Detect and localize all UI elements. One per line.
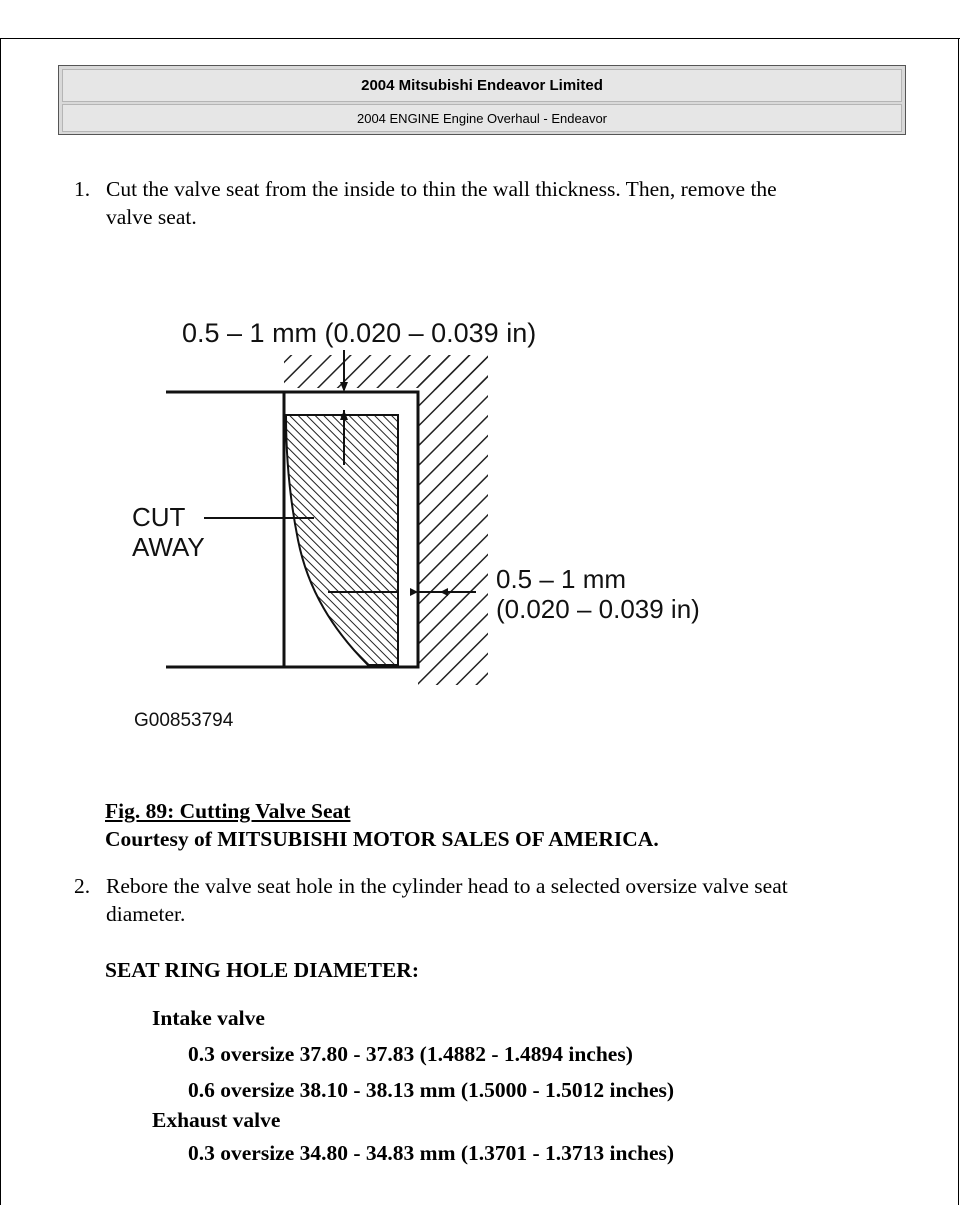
head-hatch-right bbox=[418, 355, 488, 685]
figure-caption: Fig. 89: Cutting Valve Seat bbox=[105, 799, 351, 823]
spec-heading: SEAT RING HOLE DIAMETER: bbox=[105, 958, 419, 982]
step-2-number: 2. bbox=[74, 874, 91, 898]
spec-intake-value-1: 0.3 oversize 37.80 - 37.83 (1.4882 - 1.4894 inches) bbox=[188, 1042, 633, 1066]
header-subtitle: 2004 ENGINE Engine Overhaul - Endeavor bbox=[62, 104, 902, 132]
page-frame-left bbox=[0, 38, 1, 1205]
header-title: 2004 Mitsubishi Endeavor Limited bbox=[62, 69, 902, 102]
spec-intake-value-2: 0.6 oversize 38.10 - 38.13 mm (1.5000 - 1.5012 inches) bbox=[188, 1078, 675, 1102]
step-2-text-line1: Rebore the valve seat hole in the cylinder head to a selected oversize valve seat bbox=[106, 874, 788, 898]
step-1-text-line2: valve seat. bbox=[106, 205, 197, 229]
label-cut: CUT bbox=[132, 502, 186, 532]
spec-intake-label: Intake valve bbox=[152, 1006, 265, 1030]
valve-seat-diagram bbox=[118, 270, 778, 750]
valve-seat-figure bbox=[118, 270, 778, 750]
page-frame-right bbox=[958, 38, 959, 1205]
label-away: AWAY bbox=[132, 532, 205, 562]
spec-exhaust-label: Exhaust valve bbox=[152, 1108, 281, 1132]
step-1-number: 1. bbox=[74, 177, 91, 201]
step-2-text-line2: diameter. bbox=[106, 902, 186, 926]
dimension-label-right-line2: (0.020 – 0.039 in) bbox=[496, 594, 700, 624]
figure-id: G00853794 bbox=[134, 710, 234, 731]
spec-exhaust-value-1: 0.3 oversize 34.80 - 34.83 mm (1.3701 - 1.3713 inches) bbox=[188, 1141, 675, 1165]
step-1-text-line1: Cut the valve seat from the inside to thin the wall thickness. Then, remove the bbox=[106, 177, 777, 201]
figure-courtesy: Courtesy of MITSUBISHI MOTOR SALES OF AMERICA. bbox=[105, 827, 659, 851]
dimension-label-top: 0.5 – 1 mm (0.020 – 0.039 in) bbox=[182, 318, 537, 348]
document-header bbox=[58, 65, 906, 135]
page-frame-top bbox=[0, 38, 960, 39]
dimension-label-right-line1: 0.5 – 1 mm bbox=[496, 564, 627, 594]
